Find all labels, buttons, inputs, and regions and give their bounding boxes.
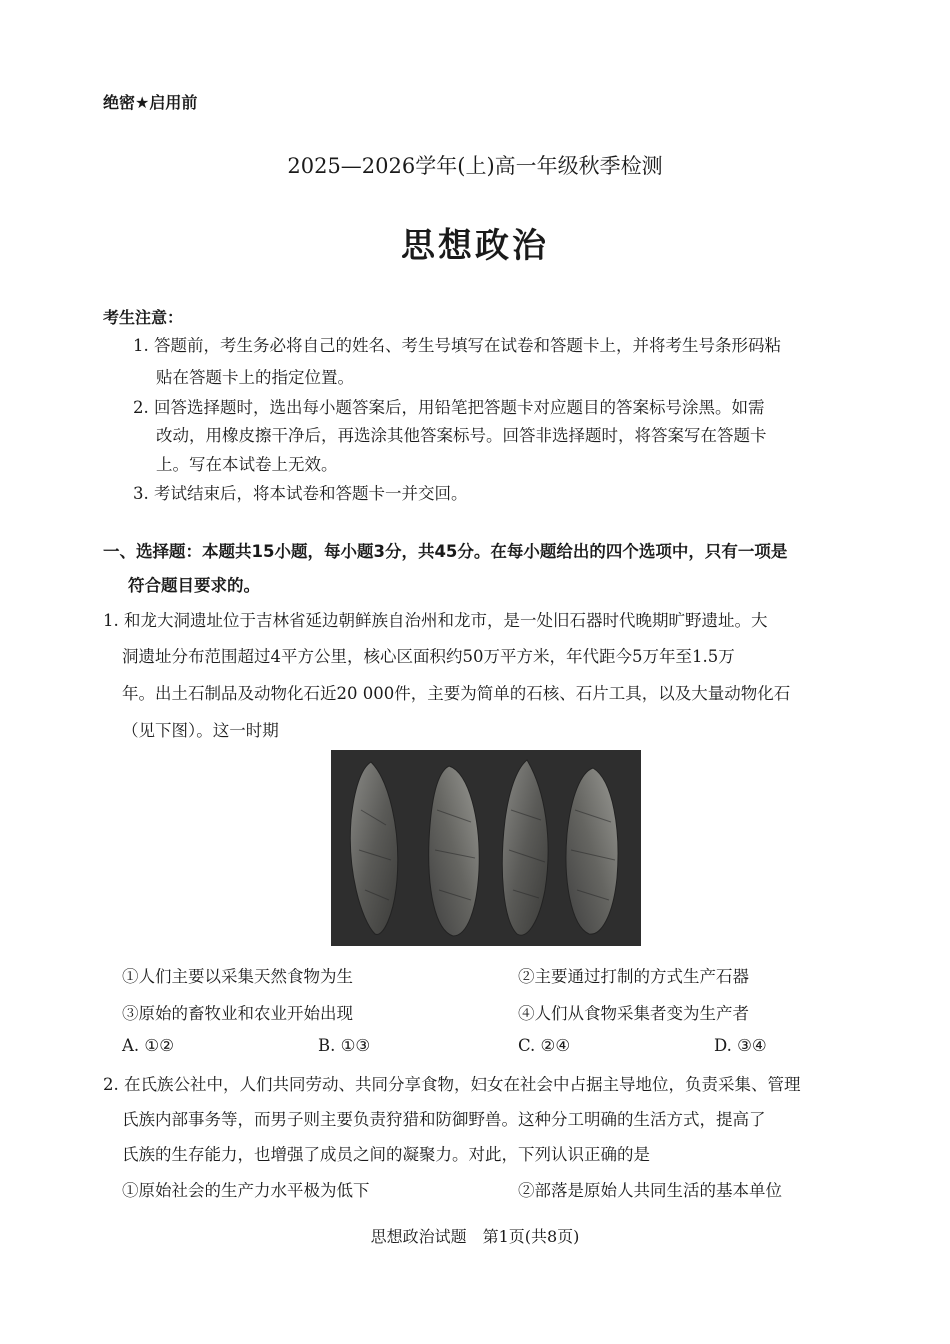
exam-title: 2025—2026学年(上)高一年级秋季检测 (287, 154, 663, 178)
q1-statement: ②主要通过打制的方式生产石器 (518, 967, 749, 986)
question-2-line: 氏族的生存能力，也增强了成员之间的凝聚力。对此，下列认识正确的是 (122, 1145, 650, 1164)
q1-option-b: B. ①③ (318, 1036, 371, 1055)
q1-option-c: C. ②④ (518, 1036, 571, 1055)
notice-line: 上。写在本试卷上无效。 (156, 455, 338, 474)
question-1-line: 1. 和龙大洞遗址位于吉林省延边朝鲜族自治州和龙市，是一处旧石器时代晚期旷野遗址。大 (103, 611, 768, 630)
page-footer: 思想政治试题 第1页(共8页) (370, 1227, 580, 1246)
notice-label: 考生注意： (103, 308, 184, 327)
stone-tools-photo (331, 750, 641, 946)
q2-statement: ①原始社会的生产力水平极为低下 (122, 1181, 370, 1200)
q1-statement: ①人们主要以采集天然食物为生 (122, 967, 353, 986)
q1-statement: ④人们从食物采集者变为生产者 (518, 1004, 749, 1023)
question-1-line: 洞遗址分布范围超过4平方公里，核心区面积约50万平方米，年代距今5万年至1.5万 (122, 647, 735, 666)
q1-statement: ③原始的畜牧业和农业开始出现 (122, 1004, 353, 1023)
question-2-line: 氏族内部事务等，而男子则主要负责狩猎和防御野兽。这种分工明确的生活方式，提高了 (122, 1110, 766, 1129)
section-heading: 一、选择题：本题共15小题，每小题3分，共45分。在每小题给出的四个选项中，只有一项是 (103, 542, 788, 561)
notice-line: 改动，用橡皮擦干净后，再选涂其他答案标号。回答非选择题时，将答案写在答题卡 (156, 426, 767, 445)
notice-line: 1. 答题前，考生务必将自己的姓名、考生号填写在试卷和答题卡上，并将考生号条形码粘 (133, 336, 781, 355)
question-2-line: 2. 在氏族公社中，人们共同劳动、共同分享食物，妇女在社会中占据主导地位，负责采集、管理 (103, 1075, 801, 1094)
q2-statement: ②部落是原始人共同生活的基本单位 (518, 1181, 782, 1200)
notice-line: 贴在答题卡上的指定位置。 (156, 368, 354, 387)
section-heading-cont: 符合题目要求的。 (128, 576, 260, 595)
q1-option-a: A. ①② (122, 1036, 174, 1055)
notice-line: 2. 回答选择题时，选出每小题答案后，用铅笔把答题卡对应题目的答案标号涂黑。如需 (133, 398, 765, 417)
stone-tools-illustration (331, 750, 641, 946)
question-1-line: 年。出土石制品及动物化石近20 000件，主要为简单的石核、石片工具，以及大量动物化石 (122, 684, 791, 703)
q1-option-d: D. ③④ (714, 1036, 767, 1055)
notice-line: 3. 考试结束后，将本试卷和答题卡一并交回。 (133, 484, 468, 503)
confidential-mark: 绝密★启用前 (103, 93, 198, 112)
question-1-line: （见下图）。这一时期 (122, 721, 279, 740)
subject-title: 思想政治 (401, 226, 549, 266)
